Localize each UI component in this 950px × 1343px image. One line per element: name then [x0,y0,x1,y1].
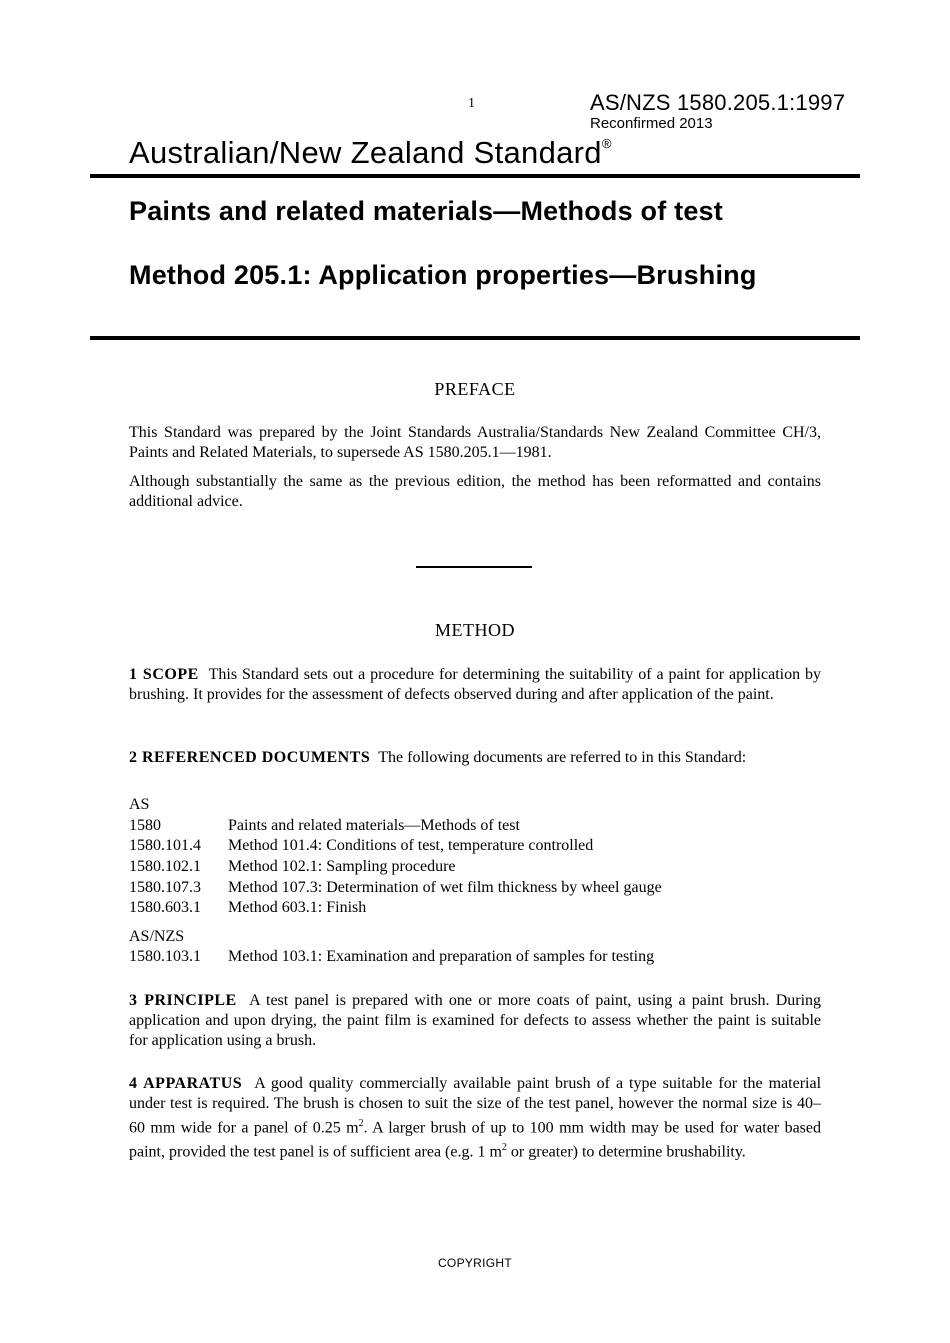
superscript: 2 [358,1118,364,1129]
preface-paragraph: Although substantially the same as the previous edition, the method has been reformatted and contains additional advice. [129,473,821,510]
preface-heading: PREFACE [434,379,516,399]
document-number: 1580.107.3 [129,879,201,896]
clause-text: . A larger brush of up to 100 mm width may be used for water based paint, provided the test panel is of sufficient area (e.g. 1 m [129,1119,822,1161]
document-number: 1580 [129,817,161,834]
method-title: Method 205.1: Application properties—Brushing [129,260,757,290]
method-heading: METHOD [435,620,515,640]
clause-text: A test panel is prepared with one or more coats of paint, using a paint brush. During application and upon drying, the paint film is examined for defects to assess whether the paint is suitable for application using a brush. [129,992,822,1049]
clause-text: or greater) to determine brushability. [506,1143,746,1161]
title-bottom-rule [90,336,860,340]
clause-label: 1 SCOPE [129,666,199,683]
document-number: 1580.102.1 [129,858,201,875]
referenced-documents-clause [129,748,821,768]
preface-paragraph: This Standard was prepared by the Joint Standards Australia/Standards New Zealand Committee CH/3, Paints and Related Materials, to supersede AS 1580.205.1—1981. [129,424,821,461]
clause-label: 4 APPARATUS [129,1075,243,1092]
superscript: 2 [501,1142,507,1154]
document-number: 1580.103.1 [129,948,201,965]
document-title: Method 603.1: Finish [228,899,367,916]
clause-text: This Standard sets out a procedure for determining the suitability of a paint for application by brushing. It provides for the assessment of defects observed during and after application of the paint. [129,666,822,703]
standard-number: AS/NZS 1580.205.1:1997 [590,90,846,115]
registered-mark: ® [601,135,612,151]
apparatus-clause [129,1074,821,1163]
clause-text: A good quality commercially available paint brush of a type suitable for the material under test is required. The brush is chosen to suit the size of the test panel, however the normal size is 40–60 mm wide for a panel of 0.25 m [129,1075,822,1137]
document-title: Method 101.4: Conditions of test, temperature controlled [228,837,594,854]
clause-label: 2 REFERENCED DOCUMENTS [129,749,371,766]
standard-type-heading [129,135,612,171]
document-number: 1580.603.1 [129,899,201,916]
document-title: Method 103.1: Examination and preparation of samples for testing [228,948,655,965]
section-divider [416,566,532,568]
scope-clause [129,665,821,705]
document-title: Method 102.1: Sampling procedure [228,858,456,875]
document-title: Paints and related materials—Methods of test [228,817,520,834]
clause-text: The following documents are referred to in this Standard: [378,749,747,766]
document-title: Method 107.3: Determination of wet film thickness by wheel gauge [228,879,662,896]
reconfirmed-note: Reconfirmed 2013 [590,115,713,132]
copyright-footer: COPYRIGHT [437,1256,513,1270]
document-number: 1580.101.4 [129,837,201,854]
principle-clause [129,991,821,1051]
document-group-label: AS/NZS [129,928,185,945]
top-rule [90,174,860,178]
document-group-label: AS [129,796,150,813]
document-title: Paints and related materials—Methods of test [129,196,723,226]
page-number: 1 [468,96,475,111]
clause-label: 3 PRINCIPLE [129,992,237,1009]
standard-type-text: Australian/New Zealand Standard [129,135,602,170]
